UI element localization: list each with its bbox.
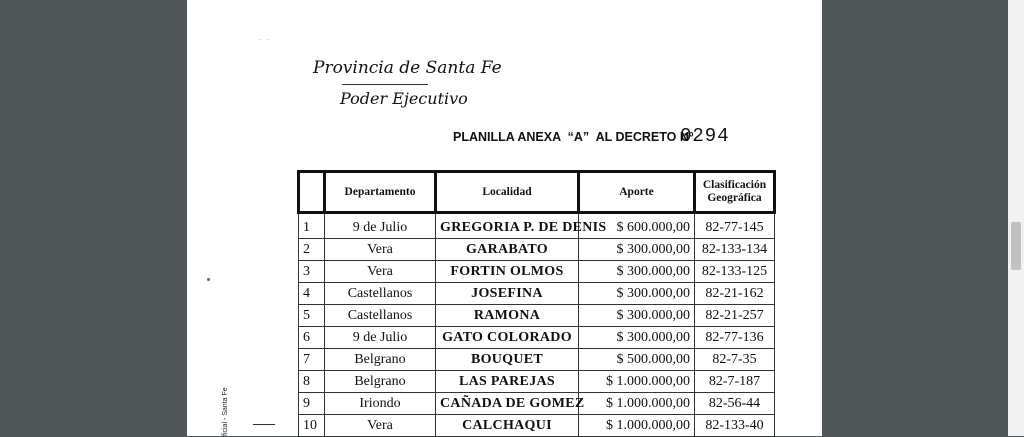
table-row [299, 261, 775, 283]
cell-number: 10 [299, 415, 325, 437]
table-row [299, 283, 775, 305]
province-heading: Provincia de Santa Fe [313, 58, 502, 78]
cell-clasificacion: 82-21-257 [695, 305, 775, 327]
cell-aporte: $ 300.000,00 [579, 305, 695, 327]
vertical-scrollbar[interactable] [1008, 0, 1024, 436]
cell-clasificacion: 82-133-40 [695, 415, 775, 437]
column-header-localidad: Localidad [436, 172, 579, 213]
cell-aporte: $ 300.000,00 [579, 283, 695, 305]
cell-number: 4 [299, 283, 325, 305]
cell-number: 2 [299, 239, 325, 261]
cell-departamento: Vera [325, 415, 436, 437]
cell-aporte: $ 500.000,00 [579, 349, 695, 371]
table-body [299, 213, 775, 437]
cell-aporte: $ 1.000.000,00 [579, 371, 695, 393]
cell-aporte: $ 600.000,00 [579, 213, 695, 239]
column-header-clasificacion: Clasificación Geográfica [695, 172, 775, 213]
cell-number: 8 [299, 371, 325, 393]
cell-clasificacion: 82-21-162 [695, 283, 775, 305]
header-divider [342, 84, 428, 85]
cell-departamento: Belgrano [325, 349, 436, 371]
decree-number: 0294 [680, 125, 730, 147]
cell-aporte: $ 300.000,00 [579, 327, 695, 349]
cell-number: 1 [299, 213, 325, 239]
cell-clasificacion: 82-133-134 [695, 239, 775, 261]
column-header-number [299, 172, 325, 213]
cell-clasificacion: 82-56-44 [695, 393, 775, 415]
cell-departamento: Iriondo [325, 393, 436, 415]
table-row [299, 371, 775, 393]
cell-localidad: CALCHAQUI [436, 415, 579, 437]
cell-localidad: GARABATO [436, 239, 579, 261]
document-page [187, 0, 822, 436]
table-row [299, 327, 775, 349]
cell-localidad: GATO COLORADO [436, 327, 579, 349]
cell-departamento: Vera [325, 261, 436, 283]
side-divider [253, 424, 275, 425]
cell-aporte: $ 300.000,00 [579, 239, 695, 261]
cell-departamento: Belgrano [325, 371, 436, 393]
cell-clasificacion: 82-133-125 [695, 261, 775, 283]
table-row [299, 305, 775, 327]
cell-number: 5 [299, 305, 325, 327]
cell-number: 6 [299, 327, 325, 349]
cell-localidad: CAÑADA DE GOMEZ [436, 393, 579, 415]
cell-localidad: FORTIN OLMOS [436, 261, 579, 283]
cell-localidad: GREGORIA P. DE DENIS [436, 213, 579, 239]
cell-localidad: BOUQUET [436, 349, 579, 371]
cell-aporte: $ 1.000.000,00 [579, 415, 695, 437]
cell-clasificacion: 82-7-35 [695, 349, 775, 371]
cell-clasificacion: 82-77-136 [695, 327, 775, 349]
cell-departamento: 9 de Julio [325, 213, 436, 239]
table-row [299, 393, 775, 415]
column-header-aporte: Aporte [579, 172, 695, 213]
cell-departamento: 9 de Julio [325, 327, 436, 349]
cell-departamento: Castellanos [325, 305, 436, 327]
cell-aporte: $ 1.000.000,00 [579, 393, 695, 415]
cell-localidad: JOSEFINA [436, 283, 579, 305]
cell-localidad: RAMONA [436, 305, 579, 327]
table-row [299, 213, 775, 239]
decree-title: PLANILLA ANEXA “A” AL DECRETO Nº [453, 130, 694, 144]
table-row [299, 239, 775, 261]
table-row [299, 415, 775, 437]
side-note: ficial - Santa Fe [222, 387, 229, 436]
cell-departamento: Castellanos [325, 283, 436, 305]
scrollbar-thumb[interactable] [1011, 222, 1021, 270]
table-row [299, 349, 775, 371]
cell-clasificacion: 82-77-145 [695, 213, 775, 239]
cell-clasificacion: 82-7-187 [695, 371, 775, 393]
contributions-table [297, 170, 776, 437]
scan-speck [207, 278, 210, 281]
cell-aporte: $ 300.000,00 [579, 261, 695, 283]
cell-localidad: LAS PAREJAS [436, 371, 579, 393]
cell-number: 9 [299, 393, 325, 415]
cell-number: 7 [299, 349, 325, 371]
executive-heading: Poder Ejecutivo [340, 89, 468, 108]
cell-number: 3 [299, 261, 325, 283]
column-header-departamento: Departamento [325, 172, 436, 213]
cell-departamento: Vera [325, 239, 436, 261]
table-header-row [299, 172, 775, 213]
scan-speck: . . [259, 36, 273, 42]
